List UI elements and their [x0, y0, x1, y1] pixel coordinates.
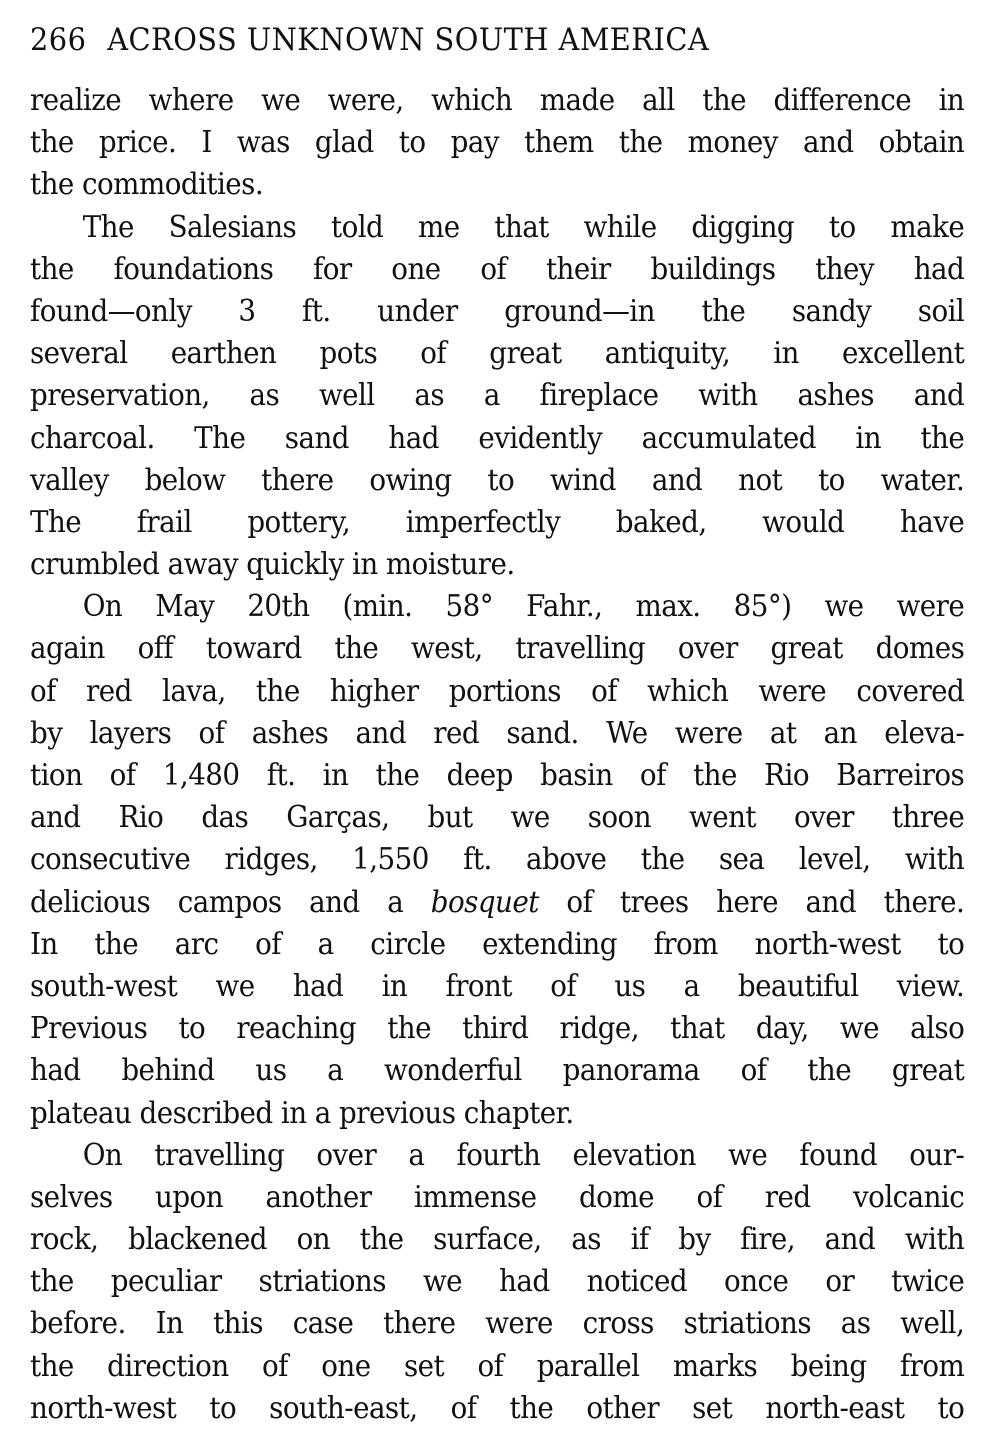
text-line: the peculiar striations we had noticed once or twice	[30, 1264, 965, 1300]
italic-term: bosquet	[430, 884, 539, 920]
text-line: of red lava, the higher portions of which were covered	[30, 673, 965, 709]
text-block	[30, 80, 964, 1430]
text-line: several earthen pots of great antiquity, in excellent	[30, 336, 965, 372]
text-line: plateau described in a previous chapter.	[30, 1095, 574, 1131]
text-line: the commodities.	[30, 167, 264, 203]
text-line: the price. I was glad to pay them the money and obtain	[30, 125, 965, 161]
text-line: consecutive ridges, 1,550 ft. above the sea level, with	[30, 842, 965, 878]
text-line: preservation, as well as a fireplace with ashes and	[30, 378, 965, 414]
paragraph-first-line: On May 20th (min. 58° Fahr., max. 85°) we were	[82, 589, 965, 625]
text-line: tion of 1,480 ft. in the deep basin of the Rio Barreiros	[30, 758, 965, 793]
text-line: south-west we had in front of us a beautiful view.	[30, 968, 965, 1004]
text-line: crumbled away quickly in moisture.	[30, 547, 515, 583]
body-text	[30, 80, 965, 1430]
text-line: before. In this case there were cross striations as well,	[30, 1306, 965, 1342]
text-line: selves upon another immense dome of red volcanic	[30, 1179, 965, 1215]
text-line: The frail pottery, imperfectly baked, would have	[30, 504, 965, 540]
text-line: rock, blackened on the surface, as if by fire, and with	[30, 1222, 965, 1258]
text-line: realize where we were, which made all the difference in	[30, 83, 965, 118]
page-number: 266	[30, 22, 87, 58]
text-line: and Rio das Garças, but we soon went over three	[30, 800, 965, 836]
text-line: charcoal. The sand had evidently accumulated in the	[30, 420, 965, 456]
text-line: the foundations for one of their buildings they had	[30, 251, 965, 287]
text-line: by layers of ashes and red sand. We were at an eleva-	[30, 715, 965, 751]
paragraph-first-line: The Salesians told me that while digging to make	[82, 209, 965, 245]
running-header	[30, 16, 904, 64]
running-title: ACROSS UNKNOWN SOUTH AMERICA	[107, 22, 710, 58]
text-line: Previous to reaching the third ridge, that day, we also	[30, 1011, 965, 1047]
text-line: the direction of one set of parallel marks being from	[30, 1348, 965, 1384]
text-line: valley below there owing to wind and not to water.	[30, 462, 965, 498]
text-line: again off toward the west, travelling over great domes	[30, 631, 965, 667]
text-line: north-west to south-east, of the other set north-east to	[30, 1390, 965, 1426]
text-line: found—only 3 ft. under ground—in the sandy soil	[30, 293, 965, 329]
text-line	[30, 882, 964, 924]
text-line: had behind us a wonderful panorama of the great	[30, 1053, 965, 1089]
text-line: In the arc of a circle extending from north-west to	[30, 926, 965, 962]
text-run: delicious campos and a	[30, 884, 431, 920]
paragraph-first-line: On travelling over a fourth elevation we found our-	[82, 1137, 965, 1173]
text-run: of trees here and there.	[538, 884, 965, 920]
